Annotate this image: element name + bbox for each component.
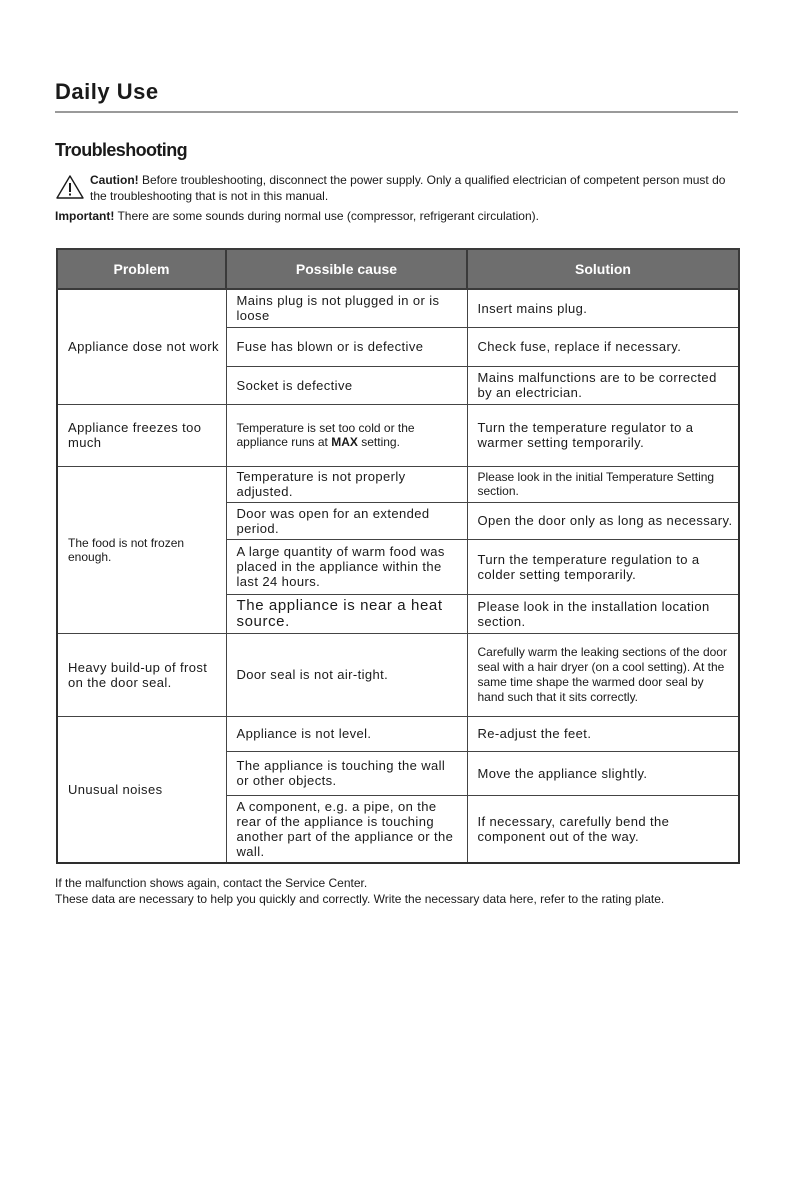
cause-cell: Temperature is not properly adjusted.: [226, 466, 467, 502]
solution-cell: Check fuse, replace if necessary.: [467, 327, 739, 366]
header-possible-cause: Possible cause: [226, 249, 467, 289]
cause-cell: Mains plug is not plugged in or is loose: [226, 289, 467, 327]
section-title: Troubleshooting: [55, 140, 187, 160]
table-header-row: [57, 249, 739, 289]
cause-cell: [226, 404, 467, 466]
cause-cell: The appliance is near a heat source.: [226, 594, 467, 633]
cause-cell: A component, e.g. a pipe, on the rear of the appliance is touching another part of the appliance or the wall.: [226, 795, 467, 863]
caution-label: Caution!: [90, 173, 139, 187]
cause-cell: A large quantity of warm food was placed in the appliance within the last 24 hours.: [226, 539, 467, 594]
solution-cell: Mains malfunctions are to be corrected by an electrician.: [467, 366, 739, 404]
solution-cell: Please look in the installation location section.: [467, 594, 739, 633]
problem-cell: Appliance freezes too much: [57, 404, 226, 466]
caution-body: Before troubleshooting, disconnect the power supply. Only a qualified electrician of competent person must do the troubleshooting that is not in this manual.: [90, 173, 726, 203]
solution-cell: Carefully warm the leaking sections of the door seal with a hair dryer (on a cool setting). At the same time shape the warmed door seal by hand such that it sits correctly.: [467, 633, 739, 716]
problem-cell: Unusual noises: [57, 716, 226, 863]
important-notice: [55, 208, 745, 224]
solution-cell: Please look in the initial Temperature Setting section.: [467, 466, 739, 502]
table-row: [57, 289, 739, 327]
warning-triangle-icon: [55, 174, 85, 200]
cause-cell: Socket is defective: [226, 366, 467, 404]
footer-note: [55, 875, 745, 907]
cause-text: Temperature is set too cold or the appliance runs at: [236, 421, 415, 449]
solution-cell: Turn the temperature regulation to a colder setting temporarily.: [467, 539, 739, 594]
title-divider: [55, 111, 738, 113]
footer-line: These data are necessary to help you quickly and correctly. Write the necessary data here, refer to the rating plate.: [55, 892, 665, 906]
cause-cell: Appliance is not level.: [226, 716, 467, 751]
cause-emphasis: MAX: [331, 435, 358, 449]
cause-cell: The appliance is touching the wall or other objects.: [226, 751, 467, 795]
solution-cell: If necessary, carefully bend the component out of the way.: [467, 795, 739, 863]
cause-cell: Fuse has blown or is defective: [226, 327, 467, 366]
troubleshooting-table: [56, 248, 740, 864]
table-row: [57, 404, 739, 466]
solution-cell: Re-adjust the feet.: [467, 716, 739, 751]
solution-cell: Turn the temperature regulator to a warmer setting temporarily.: [467, 404, 739, 466]
cause-cell: Door seal is not air-tight.: [226, 633, 467, 716]
header-problem: Problem: [57, 249, 226, 289]
solution-cell: Move the appliance slightly.: [467, 751, 739, 795]
table-row: [57, 716, 739, 751]
table-row: [57, 466, 739, 502]
header-solution: Solution: [467, 249, 739, 289]
problem-cell: The food is not frozen enough.: [57, 466, 226, 633]
important-label: Important!: [55, 209, 115, 223]
table-row: [57, 633, 739, 716]
footer-line: If the malfunction shows again, contact the Service Center.: [55, 876, 368, 890]
solution-cell: Open the door only as long as necessary.: [467, 502, 739, 539]
cause-cell: Door was open for an extended period.: [226, 502, 467, 539]
page-title: Daily Use: [55, 79, 159, 104]
solution-cell: Insert mains plug.: [467, 289, 739, 327]
caution-notice: [90, 172, 730, 204]
problem-cell: Heavy build-up of frost on the door seal.: [57, 633, 226, 716]
cause-text: setting.: [357, 435, 400, 449]
important-body: There are some sounds during normal use (compressor, refrigerant circulation).: [114, 209, 539, 223]
problem-cell: Appliance dose not work: [57, 289, 226, 404]
